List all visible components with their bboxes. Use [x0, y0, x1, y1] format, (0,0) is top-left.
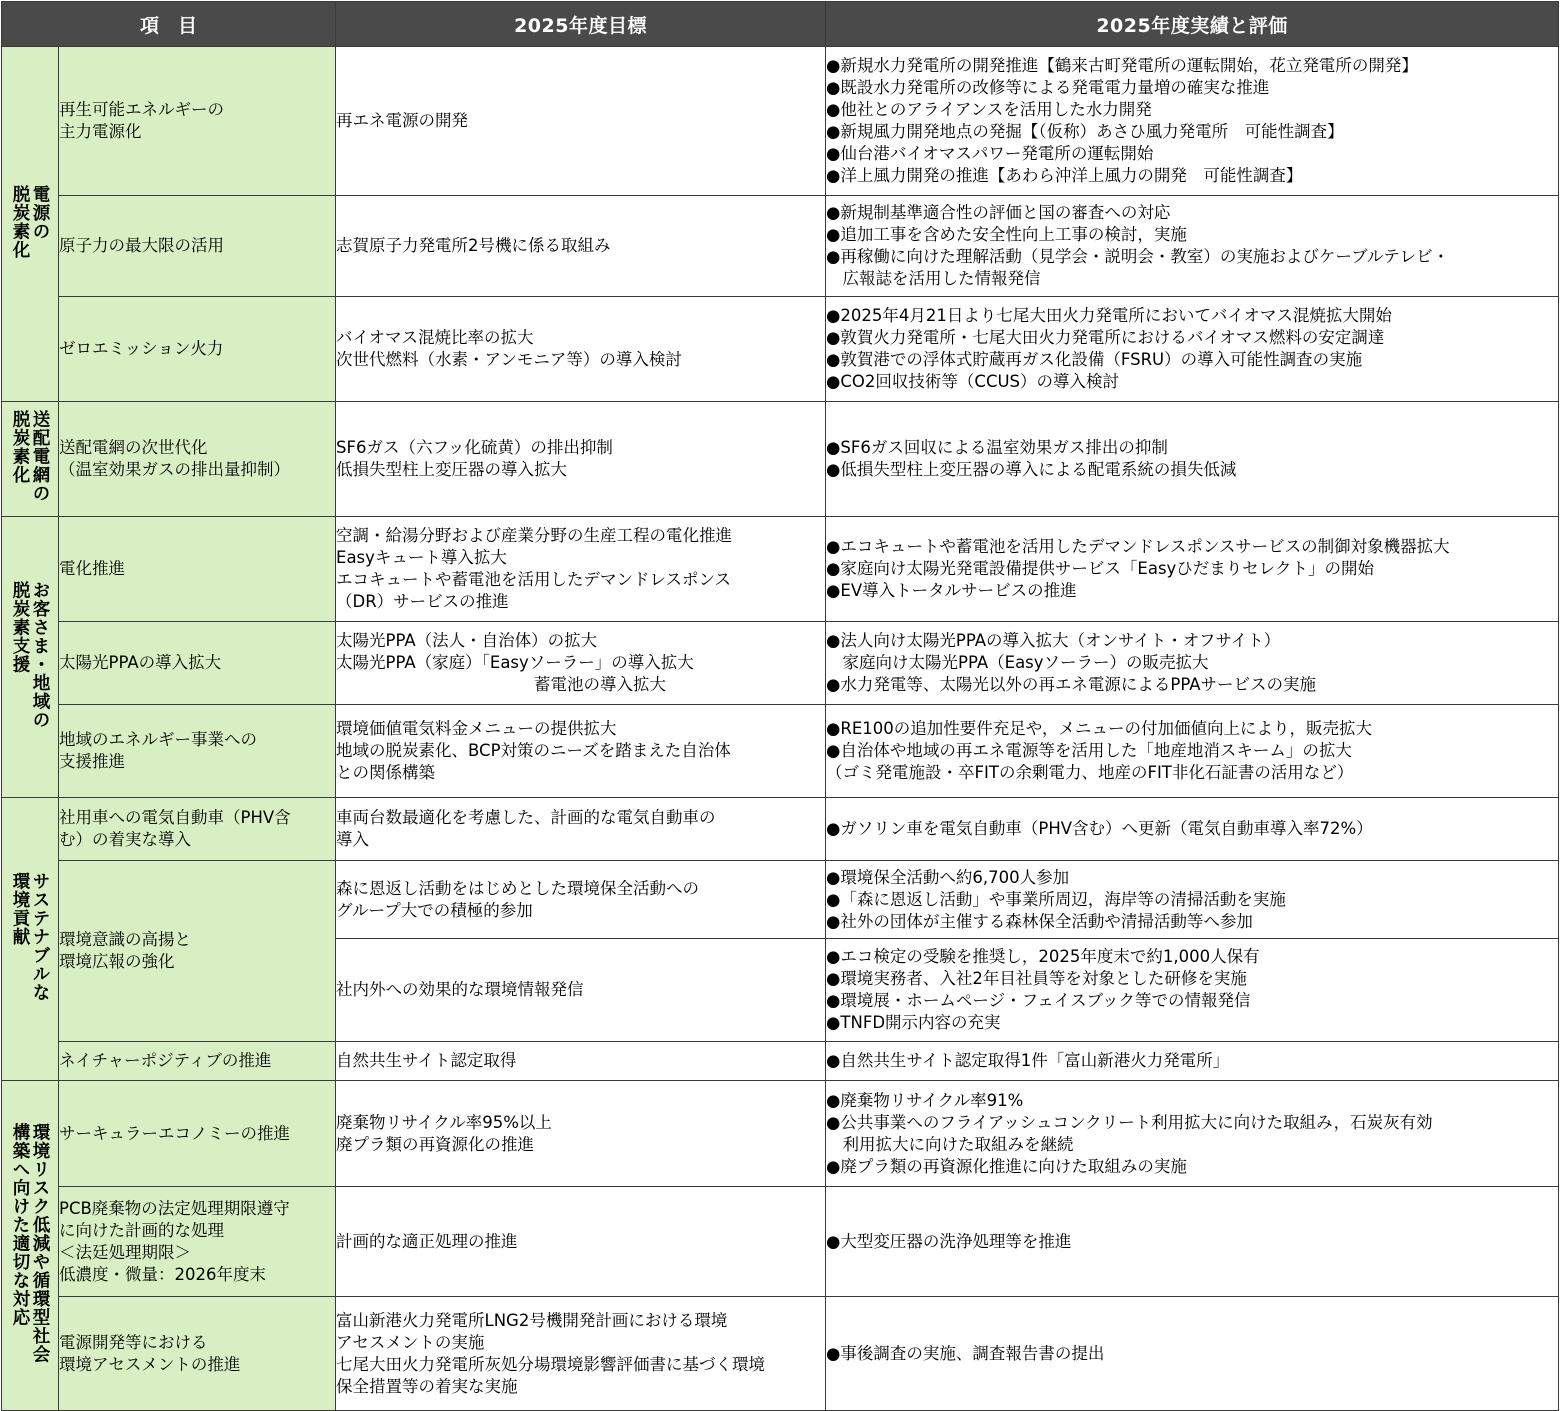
table-row: [2, 196, 1559, 297]
item-cell: 社用車への電気自動車（PHV含 む）の着実な導入: [59, 798, 336, 861]
item-cell: 電源開発等における 環境アセスメントの推進: [59, 1297, 336, 1411]
category-label: 電源の 脱炭素化: [2, 47, 59, 402]
header-target: 2025年度目標: [336, 2, 826, 47]
category-label: サステナブルな 環境貢献: [2, 798, 59, 1081]
target-cell: 社内外への効果的な環境情報発信: [336, 939, 826, 1042]
target-cell: 再エネ電源の開発: [336, 47, 826, 196]
table-row: [2, 1081, 1559, 1187]
result-cell: ●新規水力発電所の開発推進【鶴来古町発電所の運転開始，花立発電所の開発】 ●既設水力発電所の改修等による発電電力量増の確実な推進 ●他社とのアライアンスを活用した水力開発 ●新規風力開発地点の発掘【（仮称）あさひ風力発電所 可能性調査】 ●仙台港バイオマスパワー発電所の運転開始 ●洋上風力開発の推進【あわら沖洋上風力の開発 可能性調査】: [826, 47, 1559, 196]
target-cell: 自然共生サイト認定取得: [336, 1042, 826, 1081]
header-row: [2, 2, 1559, 47]
category-label: 環境リスク低減や循環型社会 構築へ向けた適切な対応: [2, 1081, 59, 1411]
result-cell: ●法人向け太陽光PPAの導入拡大（オンサイト・オフサイト） 家庭向け太陽光PPA（Easyソーラー）の販売拡大 ●水力発電等、太陽光以外の再エネ電源によるPPAサービスの実施: [826, 622, 1559, 705]
result-cell: ●2025年4月21日より七尾大田火力発電所においてバイオマス混焼拡大開始 ●敦賀火力発電所・七尾大田火力発電所におけるバイオマス燃料の安定調達 ●敦賀港での浮体式貯蔵再ガス化設備（FSRU）の導入可能性調査の実施 ●CO2回収技術等（CCUS）の導入検討: [826, 297, 1559, 402]
result-cell: ●大型変圧器の洗浄処理等を推進: [826, 1187, 1559, 1297]
item-cell: サーキュラーエコノミーの推進: [59, 1081, 336, 1187]
target-cell: 富山新港火力発電所LNG2号機開発計画における環境 アセスメントの実施 七尾大田火力発電所灰処分場環境影響評価書に基づく環境 保全措置等の着実な実施: [336, 1297, 826, 1411]
table-row: [2, 517, 1559, 622]
target-cell: バイオマス混焼比率の拡大 次世代燃料（水素・アンモニア等）の導入検討: [336, 297, 826, 402]
result-cell: ●エコキュートや蓄電池を活用したデマンドレスポンスサービスの制御対象機器拡大 ●家庭向け太陽光発電設備提供サービス「Easyひだまりセレクト」の開始 ●EV導入トータルサービスの推進: [826, 517, 1559, 622]
result-cell: ●新規制基準適合性の評価と国の審査への対応 ●追加工事を含めた安全性向上工事の検討，実施 ●再稼働に向けた理解活動（見学会・説明会・教室）の実施およびケーブルテレビ・ 広報誌を活用した情報発信: [826, 196, 1559, 297]
item-cell: ネイチャーポジティブの推進: [59, 1042, 336, 1081]
table-row: [2, 798, 1559, 861]
item-cell: 送配電網の次世代化 （温室効果ガスの排出量抑制）: [59, 402, 336, 517]
item-cell: 原子力の最大限の活用: [59, 196, 336, 297]
table-row: [2, 1042, 1559, 1081]
header-result: 2025年度実績と評価: [826, 2, 1559, 47]
result-cell: ●環境保全活動へ約6,700人参加 ●「森に恩返し活動」や事業所周辺，海岸等の清掃活動を実施 ●社外の団体が主催する森林保全活動や清掃活動等へ参加: [826, 861, 1559, 939]
item-cell: 地域のエネルギー事業への 支援推進: [59, 705, 336, 798]
target-cell: 森に恩返し活動をはじめとした環境保全活動への グループ大での積極的参加: [336, 861, 826, 939]
table-row: [2, 297, 1559, 402]
item-cell: ゼロエミッション火力: [59, 297, 336, 402]
result-cell: ●ガソリン車を電気自動車（PHV含む）へ更新（電気自動車導入率72%）: [826, 798, 1559, 861]
table-row: [2, 705, 1559, 798]
item-cell: 再生可能エネルギーの 主力電源化: [59, 47, 336, 196]
target-cell: 廃棄物リサイクル率95%以上 廃プラ類の再資源化の推進: [336, 1081, 826, 1187]
table-row: [2, 861, 1559, 939]
result-cell: ●RE100の追加性要件充足や，メニューの付加価値向上により，販売拡大 ●自治体や地域の再エネ電源等を活用した「地産地消スキーム」の拡大 （ゴミ発電施設・卒FITの余剰電力、地産のFIT非化石証書の活用など）: [826, 705, 1559, 798]
environment-goals-table: [1, 1, 1559, 1411]
target-cell: SF6ガス（六フッ化硫黄）の排出抑制 低損失型柱上変圧器の導入拡大: [336, 402, 826, 517]
item-cell: 電化推進: [59, 517, 336, 622]
target-cell: 太陽光PPA（法人・自治体）の拡大 太陽光PPA（家庭）「Easyソーラー」の導入拡大 蓄電池の導入拡大: [336, 622, 826, 705]
target-cell: 志賀原子力発電所2号機に係る取組み: [336, 196, 826, 297]
result-cell: ●エコ検定の受験を推奨し，2025年度末で約1,000人保有 ●環境実務者、入社2年目社員等を対象とした研修を実施 ●環境展・ホームページ・フェイスブック等での情報発信 ●TNFD開示内容の充実: [826, 939, 1559, 1042]
table-row: [2, 622, 1559, 705]
result-cell: ●SF6ガス回収による温室効果ガス排出の抑制 ●低損失型柱上変圧器の導入による配電系統の損失低減: [826, 402, 1559, 517]
result-cell: ●事後調査の実施、調査報告書の提出: [826, 1297, 1559, 1411]
header-item: 項 目: [2, 2, 336, 47]
target-cell: 環境価値電気料金メニューの提供拡大 地域の脱炭素化、BCP対策のニーズを踏まえた自治体 との関係構築: [336, 705, 826, 798]
target-cell: 空調・給湯分野および産業分野の生産工程の電化推進 Easyキュート導入拡大 エコキュートや蓄電池を活用したデマンドレスポンス （DR）サービスの推進: [336, 517, 826, 622]
result-cell: ●自然共生サイト認定取得1件「富山新港火力発電所」: [826, 1042, 1559, 1081]
table-row: [2, 1187, 1559, 1297]
item-cell: PCB廃棄物の法定処理期限遵守 に向けた計画的な処理 ＜法廷処理期限＞ 低濃度・微量：2026年度末: [59, 1187, 336, 1297]
target-cell: 計画的な適正処理の推進: [336, 1187, 826, 1297]
target-cell: 車両台数最適化を考慮した、計画的な電気自動車の 導入: [336, 798, 826, 861]
item-cell: 環境意識の高揚と 環境広報の強化: [59, 861, 336, 1042]
item-cell: 太陽光PPAの導入拡大: [59, 622, 336, 705]
category-label: 送配電網の 脱炭素化: [2, 402, 59, 517]
category-label: お客さま・地域の 脱炭素支援: [2, 517, 59, 798]
table-row: [2, 1297, 1559, 1411]
table-row: [2, 402, 1559, 517]
result-cell: ●廃棄物リサイクル率91% ●公共事業へのフライアッシュコンクリート利用拡大に向けた取組み，石炭灰有効 利用拡大に向けた取組みを継続 ●廃プラ類の再資源化推進に向けた取組みの実施: [826, 1081, 1559, 1187]
table-row: [2, 47, 1559, 196]
